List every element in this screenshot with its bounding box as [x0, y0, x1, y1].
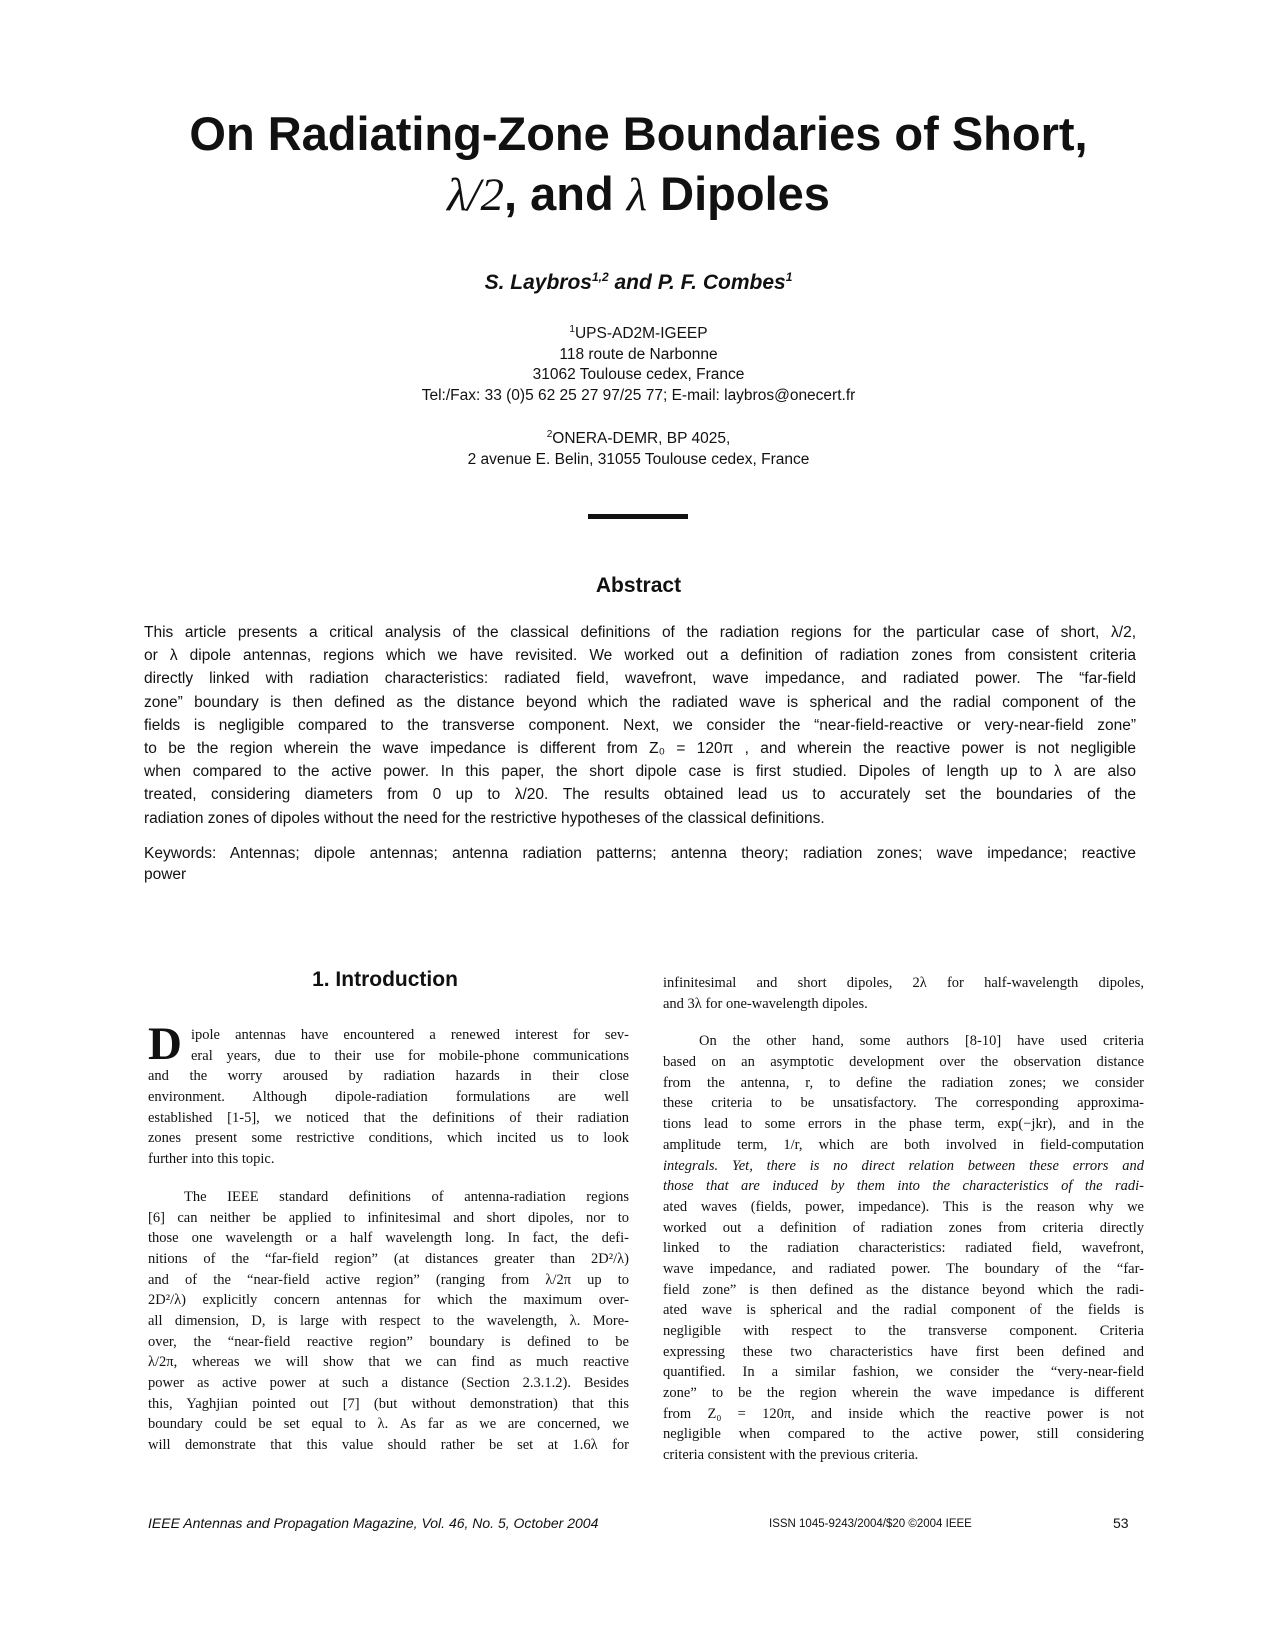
body-line: this, Yaghjian pointed out [7] (but without demonstration) that this — [148, 1395, 629, 1412]
left-column — [148, 1018, 629, 1456]
title-and: , and — [504, 167, 627, 220]
abstract-line: radiation zones of dipoles without the need for the restrictive hypotheses of the classical definitions. — [144, 809, 825, 827]
body-line: field zone” is then defined as the distance beyond which the radi- — [663, 1281, 1144, 1298]
author-conjunction: and — [608, 271, 658, 294]
body-line: negligible when compared to the active power, still considering — [663, 1426, 1144, 1443]
body-line: eral years, due to their use for mobile-phone communications — [191, 1047, 629, 1064]
keywords — [144, 843, 1136, 885]
keywords-line: power — [144, 866, 187, 883]
paragraph-gap — [663, 1014, 1144, 1031]
body-line: [6] can neither be applied to infinitesimal and short dipoles, nor to — [148, 1209, 629, 1226]
footer-journal: IEEE Antennas and Propagation Magazine, Vol. 46, No. 5, October 2004 — [148, 1515, 599, 1531]
body-line: ated wave is spherical and the radial component of the fields is — [663, 1302, 1144, 1319]
author-2: P. F. Combes — [657, 271, 786, 294]
abstract-body — [144, 621, 1136, 830]
abstract-heading: Abstract — [595, 574, 682, 597]
body-line: The IEEE standard definitions of antenna-radiation regions — [184, 1188, 629, 1205]
drop-cap: D — [148, 1018, 182, 1070]
body-line: worked out a definition of radiation zones from criteria directly — [663, 1219, 1144, 1236]
section-divider — [588, 514, 688, 519]
body-line: wave impedance, and radiated power. The boundary of the “far- — [663, 1260, 1144, 1277]
paragraph-gap — [148, 1170, 629, 1187]
body-line: ated waves (fields, power, impedance). This is the reason why we — [663, 1198, 1144, 1215]
affiliation-2 — [200, 425, 1077, 470]
abstract-line: treated, considering diameters from 0 up to λ/20. The results obtained lead us to accurately set the boundaries of the — [144, 786, 1136, 804]
body-line: based on an asymptotic development over the observation distance — [663, 1054, 1144, 1071]
title-math-lambda: λ — [626, 169, 648, 221]
affiliation-2-line-1 — [200, 425, 1077, 450]
abstract-line: directly linked with radiation characteristics: radiated field, wavefront, wave impedance, and radiated power. The “far-field — [144, 670, 1136, 688]
author-1-affiliation-mark: 1,2 — [591, 270, 609, 284]
abstract-line: zone” boundary is then defined as the distance beyond which the radiated wave is spherical and the radial component of the — [144, 693, 1136, 711]
body-line: amplitude term, 1/r, which are both involved in field-computation — [663, 1136, 1144, 1153]
abstract-line: This article presents a critical analysis of the classical definitions of the radiation regions for the particular case of short, λ/2, — [144, 624, 1136, 641]
section-heading-introduction: 1. Introduction — [312, 968, 458, 991]
body-line: those one wavelength or a half wavelength long. In fact, the defi- — [148, 1230, 629, 1247]
affiliation-2-line-2: 2 avenue E. Belin, 31055 Toulouse cedex, France — [467, 450, 810, 468]
title-line-2 — [100, 164, 1177, 225]
body-line: and the worry aroused by radiation hazards in their close — [148, 1068, 629, 1085]
body-line: and 3λ for one-wavelength dipoles. — [663, 995, 868, 1012]
body-line: environment. Although dipole-radiation formulations are well — [148, 1089, 629, 1106]
body-line: from the antenna, r, to define the radiation zones; we consider — [663, 1074, 1144, 1091]
body-line: zones present some restrictive conditions, which incited us to look — [148, 1130, 629, 1147]
body-line: and of the “near-field active region” (ranging from λ/2π up to — [148, 1271, 629, 1288]
body-line: zone” to be the region wherein the wave impedance is different — [663, 1385, 1144, 1402]
title-line-1: On Radiating-Zone Boundaries of Short, — [189, 107, 1088, 160]
body-line: from Z₀ = 120π, and inside which the reactive power is not — [663, 1405, 1144, 1422]
title-dipoles: Dipoles — [647, 167, 830, 220]
body-line: 2D²/λ) explicitly concern antennas for which the maximum over- — [148, 1292, 629, 1309]
body-line: expressing these two characteristics have first been defined and — [663, 1343, 1144, 1360]
body-line: established [1-5], we noticed that the definitions of their radiation — [148, 1109, 629, 1126]
body-line: negligible with respect to the transverse component. Criteria — [663, 1323, 1144, 1339]
body-line: tions lead to some errors in the phase term, exp(−jkr), and in the — [663, 1116, 1144, 1133]
affiliation-2-mark: 2 — [546, 429, 553, 440]
footer-issn: ISSN 1045-9243/2004/$20 ©2004 IEEE — [769, 1518, 972, 1530]
body-line: all dimension, D, is large with respect to the wavelength, λ. More- — [148, 1312, 629, 1329]
abstract-line: to be the region wherein the wave impedance is different from Z₀ = 120π , and wherein the reactive power is not negligible — [144, 740, 1136, 758]
affiliation-1-line-3: 31062 Toulouse cedex, France — [532, 366, 745, 384]
body-line: quantified. In a similar fashion, we consider the “very-near-field — [663, 1364, 1144, 1381]
body-line-italic: integrals. Yet, there is no direct relation between these errors and — [663, 1157, 1144, 1174]
body-line: λ/2π, whereas we will show that we can find as much reactive — [148, 1354, 629, 1371]
body-line: over, the “near-field reactive region” boundary is defined to be — [148, 1333, 629, 1350]
affiliation-1-mark: 1 — [569, 324, 575, 335]
title-math-lambda-half: λ/2 — [447, 169, 504, 221]
body-line: nitions of the “far-field region” (at distances greater than 2D²/λ) — [148, 1250, 629, 1267]
body-line: linked to the radiation characteristics: radiated field, wavefront, — [663, 1240, 1144, 1257]
body-line: On the other hand, some authors [8-10] have used criteria — [699, 1033, 1144, 1050]
body-line-italic: those that are induced by them into the characteristics of the radi- — [663, 1178, 1144, 1195]
abstract-line: when compared to the active power. In this paper, the short dipole case is first studied. Dipoles of length up to λ are also — [144, 763, 1136, 781]
affiliation-2-name: ONERA-DEMR, BP 4025, — [552, 430, 731, 448]
keywords-line: Keywords: Antennas; dipole antennas; antenna radiation patterns; antenna theory; radiation zones; wave impedance; reactive — [144, 845, 1136, 862]
page-number: 53 — [1113, 1515, 1129, 1531]
author-1: S. Laybros — [484, 271, 592, 294]
author-2-affiliation-mark: 1 — [785, 270, 793, 284]
body-line: ipole antennas have encountered a renewed interest for sev- — [191, 1027, 629, 1043]
paper-title — [100, 104, 1177, 225]
body-line: further into this topic. — [148, 1151, 275, 1168]
abstract-line: or λ dipole antennas, regions which we have revisited. We worked out a definition of radiation zones from consistent criteria — [144, 647, 1136, 665]
affiliation-1-line-2: 118 route de Narbonne — [559, 345, 718, 363]
affiliation-1-contact: Tel:/Fax: 33 (0)5 62 25 27 97/25 77; E-mail: laybros@onecert.fr — [421, 386, 856, 404]
body-line: criteria consistent with the previous criteria. — [663, 1447, 919, 1464]
abstract-line: fields is negligible compared to the transverse component. Next, we consider the “near-field-reactive or very-near-field zone” — [144, 716, 1136, 734]
body-line: boundary could be set equal to λ. As far as we are concerned, we — [148, 1416, 629, 1433]
body-line: will demonstrate that this value should rather be set at 1.6λ for — [148, 1437, 629, 1454]
body-line: power as active power at such a distance (Section 2.3.1.2). Besides — [148, 1375, 629, 1391]
affiliation-1 — [200, 320, 1077, 406]
affiliation-1-line-1 — [200, 320, 1077, 345]
author-list — [200, 270, 1077, 295]
body-line: these criteria to be unsatisfactory. The corresponding approxima- — [663, 1095, 1144, 1112]
affiliation-1-name: UPS-AD2M-IGEEP — [574, 325, 708, 343]
body-line: infinitesimal and short dipoles, 2λ for half-wavelength dipoles, — [663, 975, 1144, 991]
right-column — [663, 973, 1144, 1466]
